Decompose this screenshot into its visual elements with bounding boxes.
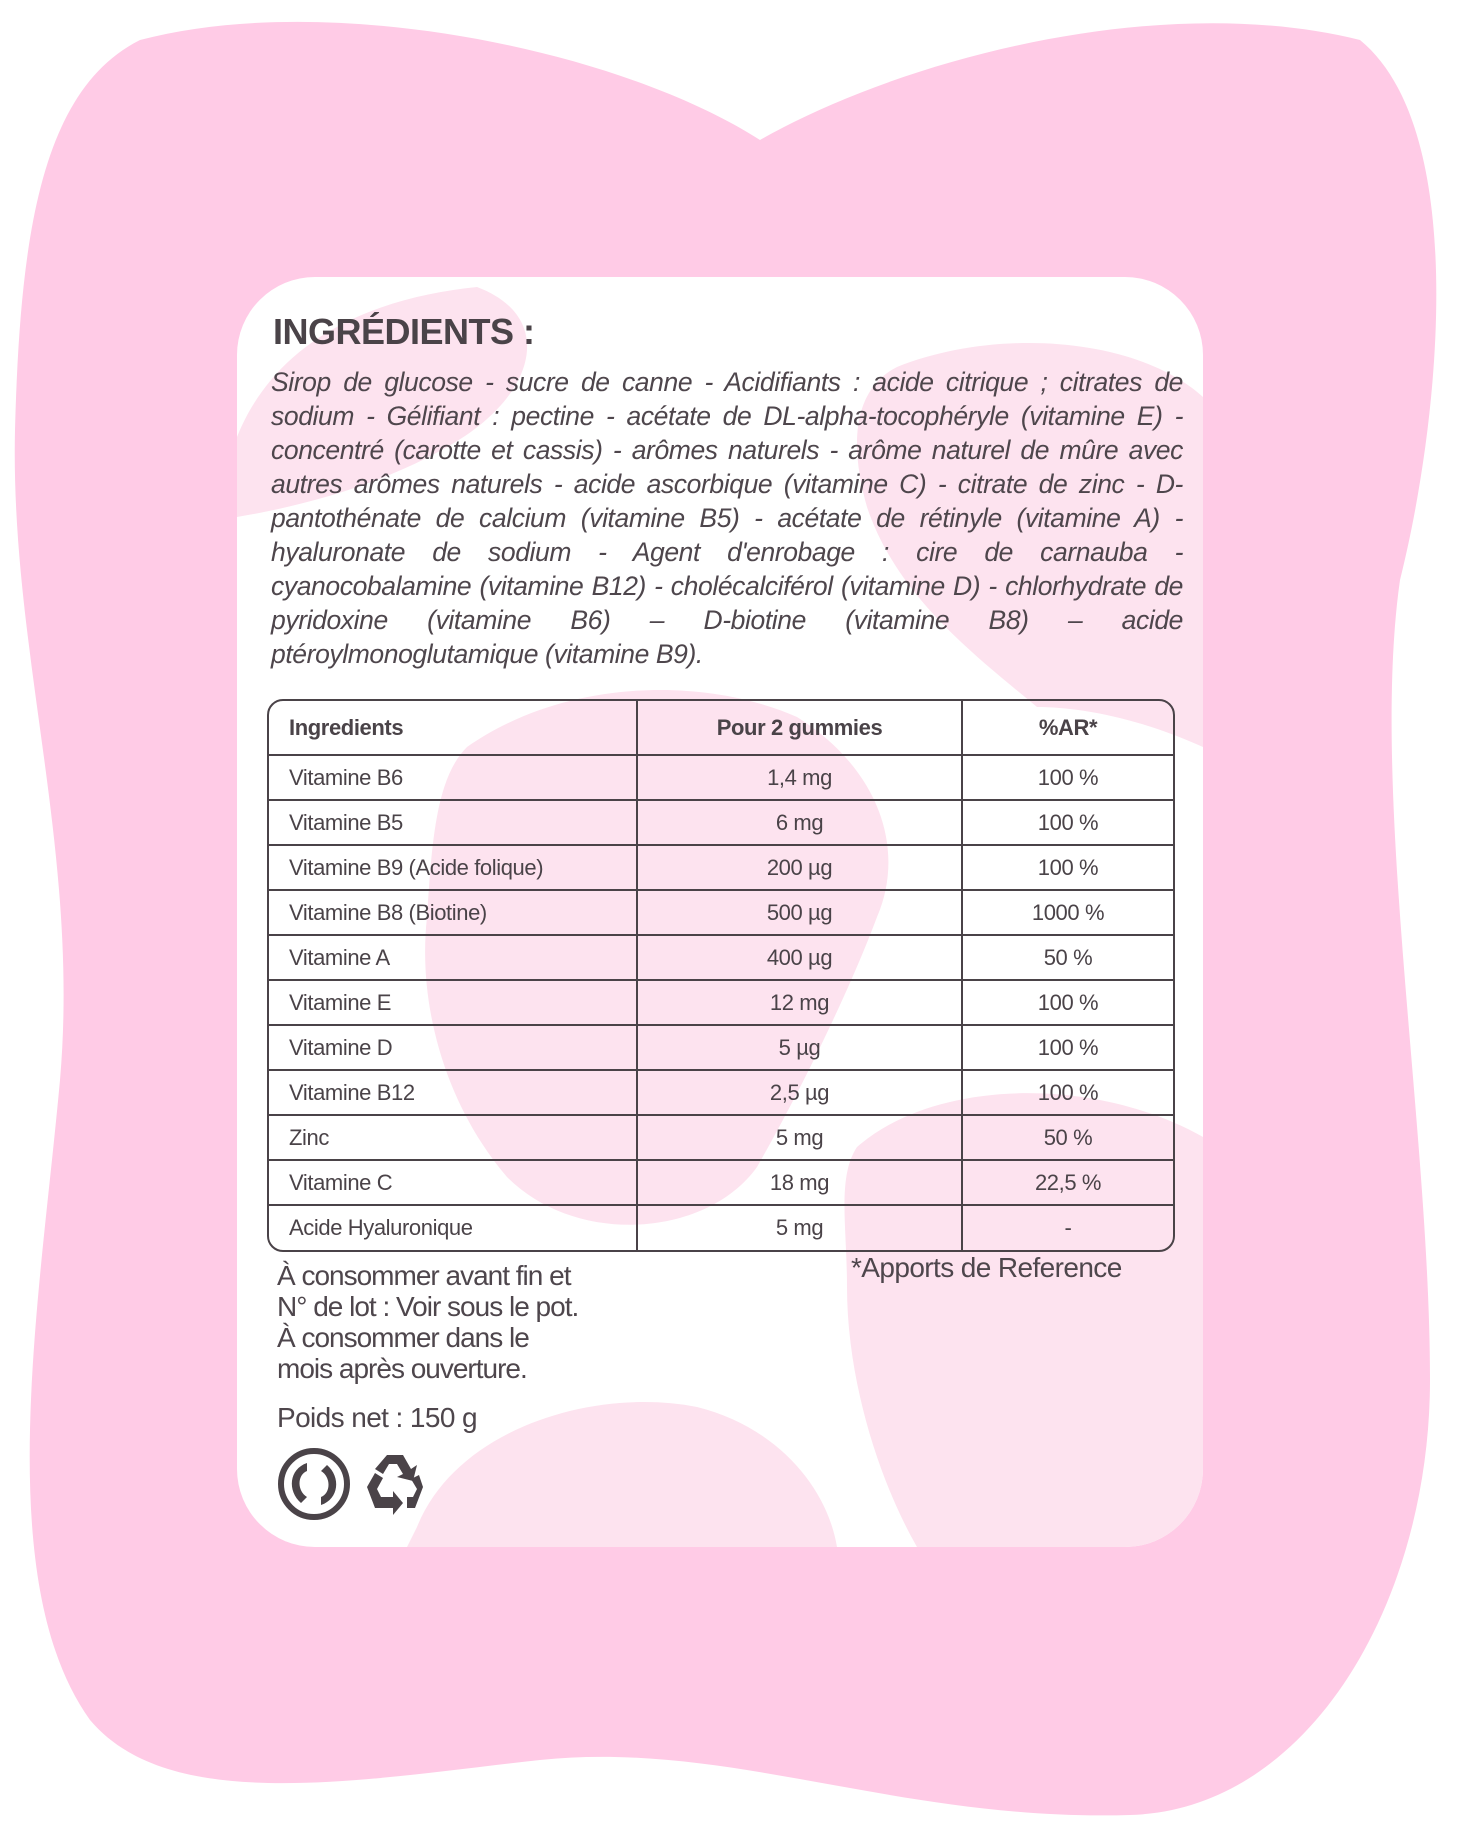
row-name: Vitamine B12 bbox=[269, 1070, 637, 1115]
row-name: Vitamine E bbox=[269, 980, 637, 1025]
row-name: Vitamine B8 (Biotine) bbox=[269, 890, 637, 935]
row-ar: 22,5 % bbox=[962, 1160, 1173, 1205]
row-ar: 100 % bbox=[962, 980, 1173, 1025]
row-amount: 5 mg bbox=[637, 1115, 962, 1160]
row-ar: 50 % bbox=[962, 1115, 1173, 1160]
row-name: Vitamine B9 (Acide folique) bbox=[269, 845, 637, 890]
storage-instructions bbox=[277, 1260, 677, 1384]
table-row bbox=[269, 1160, 1173, 1205]
header-amount: Pour 2 gummies bbox=[637, 701, 962, 755]
row-amount: 12 mg bbox=[637, 980, 962, 1025]
row-amount: 18 mg bbox=[637, 1160, 962, 1205]
storage-line: mois après ouverture. bbox=[277, 1353, 527, 1384]
table-row bbox=[269, 845, 1173, 890]
row-amount: 2,5 µg bbox=[637, 1070, 962, 1115]
table-row bbox=[269, 1025, 1173, 1070]
header-ingredients: Ingredients bbox=[269, 701, 637, 755]
recycle-icon bbox=[357, 1447, 433, 1526]
reference-note: *Apports de Reference bbox=[851, 1252, 1122, 1283]
table-row bbox=[269, 1205, 1173, 1250]
table-row bbox=[269, 935, 1173, 980]
row-ar: 100 % bbox=[962, 1025, 1173, 1070]
row-name: Vitamine A bbox=[269, 935, 637, 980]
table-row bbox=[269, 800, 1173, 845]
row-amount: 6 mg bbox=[637, 800, 962, 845]
row-amount: 5 µg bbox=[637, 1025, 962, 1070]
row-ar: 100 % bbox=[962, 845, 1173, 890]
table-row bbox=[269, 755, 1173, 800]
storage-line: N° de lot : Voir sous le pot. bbox=[277, 1291, 579, 1322]
nutrition-table bbox=[267, 699, 1175, 1252]
row-name: Acide Hyaluronique bbox=[269, 1205, 637, 1250]
table-row bbox=[269, 980, 1173, 1025]
row-amount: 1,4 mg bbox=[637, 755, 962, 800]
row-name: Vitamine D bbox=[269, 1025, 637, 1070]
ingredients-list: Sirop de glucose - sucre de canne - Acidifiants : acide citrique ; citrates de sodium - Gélifiant : pectine - acétate de DL-alpha-tocophéryle (vitamine E) - concentré (carotte et cassis) - arômes naturels - arôme naturel de mûre avec autres arômes naturels - acide ascorbique (vitamine C) - citrate de zinc - D-pantothénate de calcium (vitamine B5) - acétate de rétinyle (vitamine A) - hyaluronate de sodium - Agent d'enrobage : cire de carnauba - cyanocobalamine (vitamine B12) - cholécalciférol (vitamine D) - chlorhydrate de pyridoxine (vitamine B6) – D-biotine (vitamine B8) – acide ptéroylmonoglutamique (vitamine B9). bbox=[271, 367, 1183, 669]
label-card bbox=[237, 277, 1203, 1547]
row-amount: 200 µg bbox=[637, 845, 962, 890]
row-name: Zinc bbox=[269, 1115, 637, 1160]
storage-line: À consommer dans le bbox=[277, 1322, 529, 1353]
header-ar: %AR* bbox=[962, 701, 1173, 755]
table-header-row bbox=[269, 701, 1173, 755]
row-ar: 100 % bbox=[962, 755, 1173, 800]
row-name: Vitamine B6 bbox=[269, 755, 637, 800]
row-amount: 5 mg bbox=[637, 1205, 962, 1250]
row-ar: 100 % bbox=[962, 1070, 1173, 1115]
storage-line: À consommer avant fin et bbox=[277, 1260, 571, 1291]
row-ar: 1000 % bbox=[962, 890, 1173, 935]
ingredients-title: INGRÉDIENTS : bbox=[273, 311, 535, 352]
row-name: Vitamine C bbox=[269, 1160, 637, 1205]
row-amount: 500 µg bbox=[637, 890, 962, 935]
row-ar: 100 % bbox=[962, 800, 1173, 845]
net-weight: Poids net : 150 g bbox=[277, 1402, 477, 1433]
packaging-logos bbox=[277, 1447, 433, 1526]
table-row bbox=[269, 1115, 1173, 1160]
row-amount: 400 µg bbox=[637, 935, 962, 980]
table-row bbox=[269, 890, 1173, 935]
row-ar: 50 % bbox=[962, 935, 1173, 980]
row-name: Vitamine B5 bbox=[269, 800, 637, 845]
green-dot-icon bbox=[277, 1447, 351, 1526]
row-ar: - bbox=[1064, 1215, 1072, 1240]
table-row bbox=[269, 1070, 1173, 1115]
